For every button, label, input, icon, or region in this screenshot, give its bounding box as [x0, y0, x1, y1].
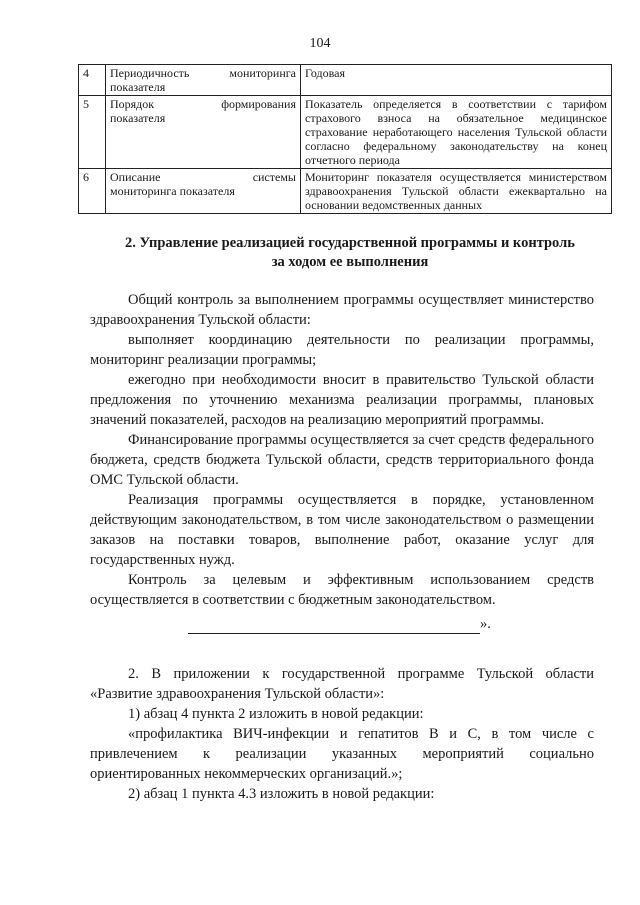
row-name-word: мониторинга показателя: [110, 184, 235, 198]
paragraph: Реализация программы осуществляется в порядке, установленном действующим законодательством, в том числе законодательством о размещении заказов на поставки товаров, выполнение работ, оказание услуг для государственных нужд.: [90, 492, 594, 568]
row-name-word: Периодичность: [110, 66, 190, 80]
row-value: Годовая: [301, 65, 612, 96]
row-number: 4: [79, 65, 106, 96]
page-number: 104: [309, 36, 331, 51]
row-number: 6: [79, 169, 106, 214]
row-number: 5: [79, 96, 106, 169]
body-text: [90, 290, 594, 804]
row-name: [106, 65, 301, 96]
table-row: [79, 96, 612, 169]
section-title-line: 2. Управление реализацией государственной программы и контроль: [125, 235, 575, 251]
row-name: [106, 169, 301, 214]
row-name-word: Описание: [110, 170, 161, 184]
row-name: [106, 96, 301, 169]
indicator-table: [78, 64, 612, 214]
paragraph: «профилактика ВИЧ-инфекции и гепатитов В и С, в том числе с привлечением к реализации указанных мероприятий социально ориентированных некоммерческих организаций.»;: [90, 726, 594, 782]
row-name-word: мониторинга: [229, 66, 296, 80]
paragraph: Контроль за целевым и эффективным использованием средств осуществляется в соответствии с бюджетным законодательством.: [90, 572, 594, 608]
row-name-word: Порядок: [110, 97, 155, 111]
separator-rule: [188, 619, 480, 634]
paragraph: Финансирование программы осуществляется за счет средств федерального бюджета, средств бюджета Тульской области, средств территориального фонда ОМС Тульской области.: [90, 432, 594, 488]
paragraph: 1) абзац 4 пункта 2 изложить в новой редакции:: [128, 706, 424, 722]
section-title: [100, 234, 600, 272]
separator-line: [188, 614, 594, 634]
section-title-line: за ходом ее выполнения: [271, 254, 429, 270]
row-value: Показатель определяется в соответствии с тарифом страхового взноса на обязательное медицинское страхование неработающего населения Тульской области согласно федеральному законодательству на конец отчетного периода: [301, 96, 612, 169]
table-row: [79, 65, 612, 96]
row-name-word: показателя: [110, 80, 166, 94]
paragraph: выполняет координацию деятельности по реализации программы, мониторинг реализации программы;: [90, 332, 594, 368]
row-name-word: формирования: [221, 97, 296, 111]
row-name-word: показателя: [110, 111, 166, 125]
row-value: Мониторинг показателя осуществляется министерством здравоохранения Тульской области ежеквартально на основании ведомственных данных: [301, 169, 612, 214]
closing-quote: ».: [480, 616, 491, 632]
table-row: [79, 169, 612, 214]
row-name-word: системы: [252, 170, 296, 184]
paragraph: Общий контроль за выполнением программы осуществляет министерство здравоохранения Тульской области:: [90, 292, 594, 328]
paragraph: 2) абзац 1 пункта 4.3 изложить в новой редакции:: [128, 786, 435, 802]
paragraph: 2. В приложении к государственной программе Тульской области «Развитие здравоохранения Тульской области»:: [90, 666, 594, 702]
paragraph: ежегодно при необходимости вносит в правительство Тульской области предложения по уточнению механизма реализации программы, плановых значений показателей, расходов на реализацию мероприятий программы.: [90, 372, 594, 428]
